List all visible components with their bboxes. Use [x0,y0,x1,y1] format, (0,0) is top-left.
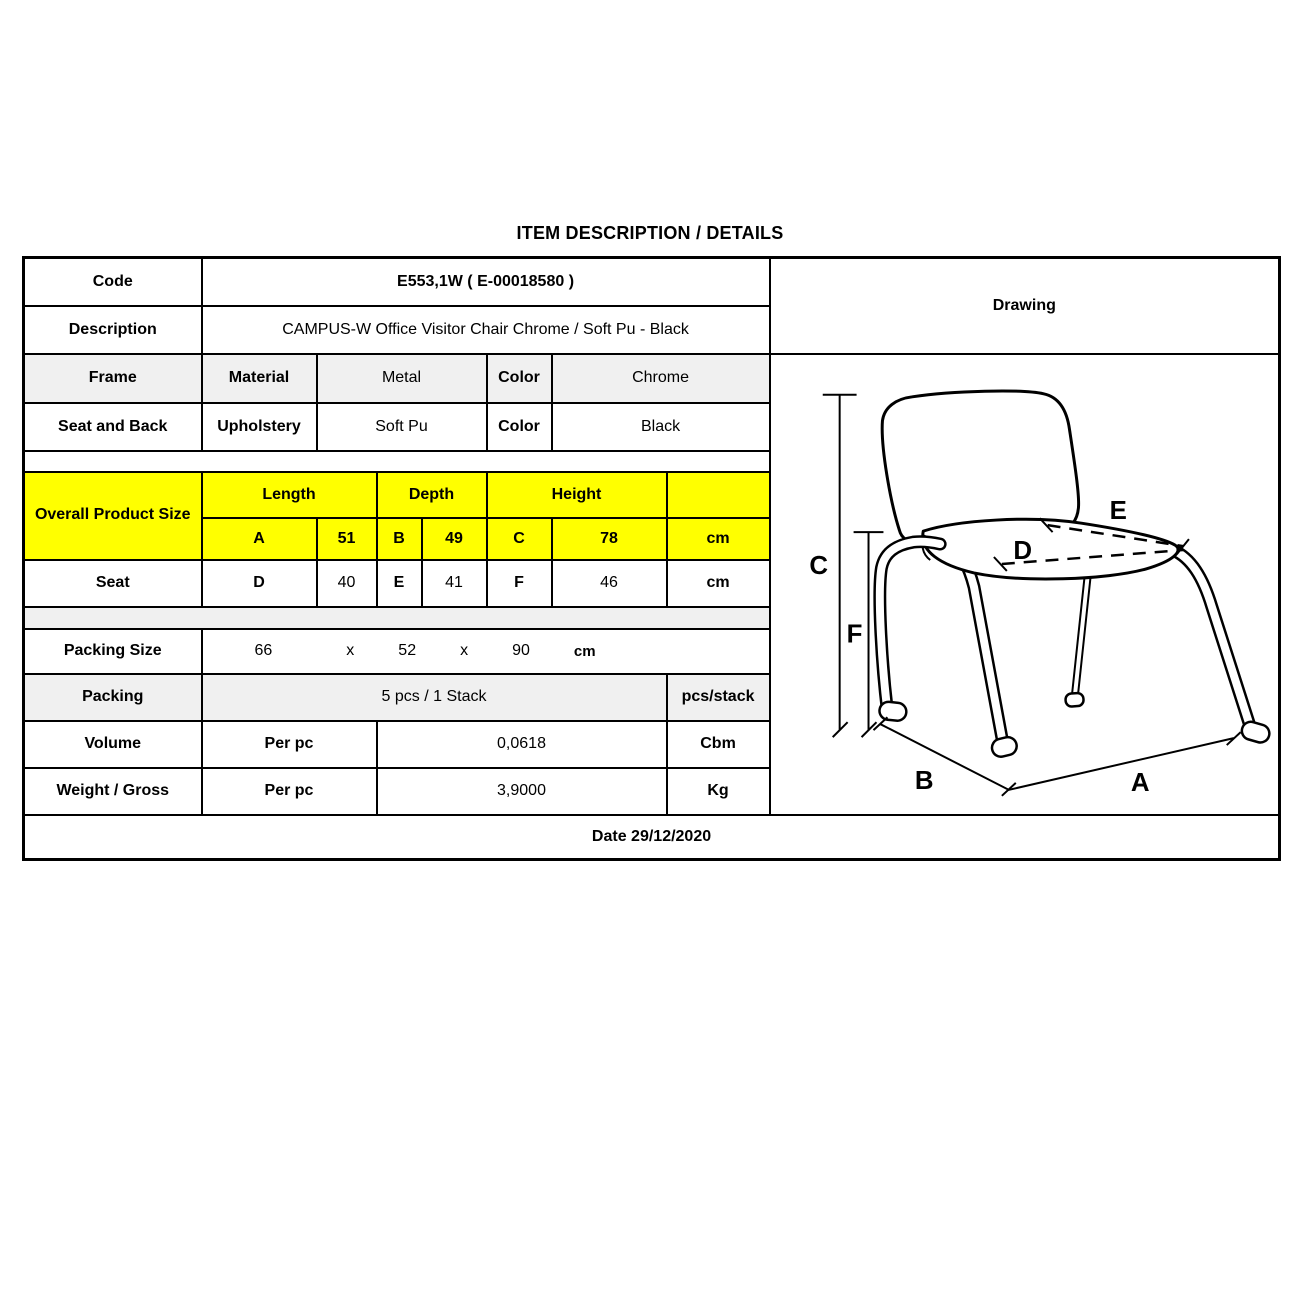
packing-size-d: 52 [398,642,417,659]
overall-b-value: 49 [422,518,487,560]
overall-length-header: Length [202,472,377,518]
chair-leg-front-left [879,541,939,711]
overall-c-label: C [487,518,552,560]
weight-per-label: Per pc [202,768,377,815]
chair-foot-front-left [878,701,907,722]
seat-e-value: 41 [422,560,487,607]
volume-label: Volume [24,721,202,768]
overall-c-value: 78 [552,518,667,560]
packing-size-label: Packing Size [24,629,202,674]
frame-color-value: Chrome [552,354,770,403]
dim-label-d: D [1012,536,1032,565]
overall-depth-header: Depth [377,472,487,518]
overall-empty-cell [667,472,770,518]
chair-seat [922,519,1177,579]
chair-leg-front-right-inner [1074,578,1087,699]
packing-value: 5 pcs / 1 Stack [202,674,667,721]
seatback-upholstery-value: Soft Pu [317,403,487,451]
frame-material-label: Material [202,354,317,403]
overall-a-value: 51 [317,518,377,560]
seat-f-label: F [487,560,552,607]
seat-e-label: E [377,560,422,607]
chair-leg-right-inner [1173,550,1252,731]
drawing-header: Drawing [770,258,1280,354]
seatback-upholstery-label: Upholstery [202,403,317,451]
code-label: Code [24,258,202,306]
weight-value: 3,9000 [377,768,667,815]
dim-label-f: F [846,620,863,649]
frame-material-value: Metal [317,354,487,403]
dim-label-b: B [914,766,934,795]
seat-d-label: D [202,560,317,607]
frame-color-label: Color [487,354,552,403]
spacer-row-gray [24,607,770,629]
chair-drawing [771,355,1279,814]
code-value: E553,1W ( E-00018580 ) [202,258,770,306]
chair-foot-rear-left [990,735,1018,758]
packing-size-h: 90 [512,642,530,659]
overall-b-label: B [377,518,422,560]
packing-unit: pcs/stack [667,674,770,721]
description-label: Description [24,306,202,354]
packing-size-x2: x [460,642,469,659]
dim-label-e: E [1109,496,1127,525]
frame-label: Frame [24,354,202,403]
overall-unit: cm [667,518,770,560]
dim-label-a: A [1130,768,1150,797]
seatback-color-value: Black [552,403,770,451]
weight-label: Weight / Gross [24,768,202,815]
weight-unit: Kg [667,768,770,815]
seat-f-value: 46 [552,560,667,607]
page-title: ITEM DESCRIPTION / DETAILS [516,223,784,243]
overall-height-header: Height [487,472,667,518]
seat-label: Seat [24,560,202,607]
volume-unit: Cbm [667,721,770,768]
description-value: CAMPUS-W Office Visitor Chair Chrome / Soft Pu - Black [202,306,770,354]
spacer-row [24,451,770,472]
seat-unit: cm [667,560,770,607]
packing-size-unit: cm [573,642,596,660]
seatback-color-label: Color [487,403,552,451]
seatback-label: Seat and Back [24,403,202,451]
chair-foot-right [1239,719,1271,744]
chair-foot-front-right [1065,692,1084,706]
date-row: Date 29/12/2020 [24,815,1280,860]
packing-size-x1: x [346,642,355,659]
seat-d-value: 40 [317,560,377,607]
dim-label-c: C [808,551,828,580]
overall-size-label: Overall Product Size [24,472,202,560]
packing-size-w: 66 [254,642,273,659]
volume-value: 0,0618 [377,721,667,768]
packing-label: Packing [24,674,202,721]
drawing-area [770,354,1280,815]
spec-table [22,256,1281,861]
overall-a-label: A [202,518,317,560]
volume-per-label: Per pc [202,721,377,768]
packing-size-value [202,629,770,674]
